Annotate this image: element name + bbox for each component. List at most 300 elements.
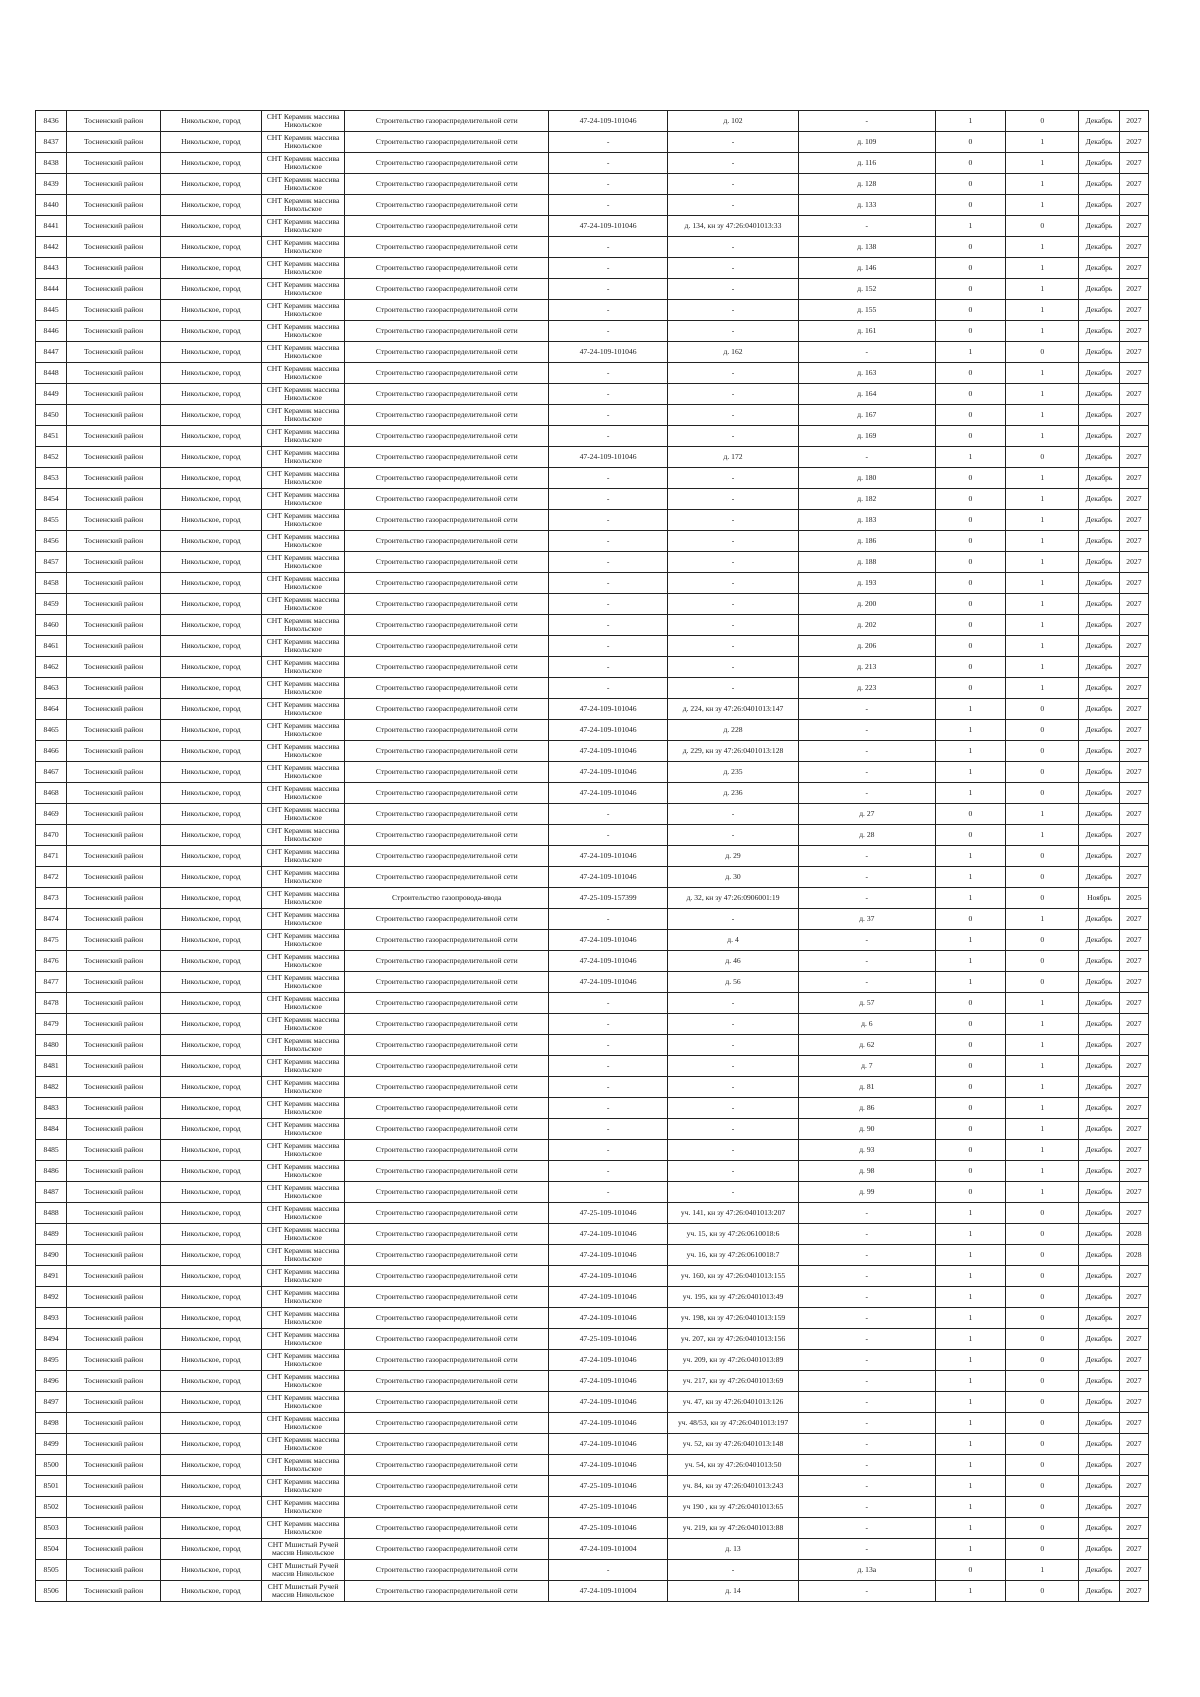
district-cell: Тосненский район [67,237,161,258]
district-cell: Тосненский район [67,1497,161,1518]
year-cell: 2027 [1119,594,1148,615]
location-cell: СНТ Керамик массива Никольское [261,594,344,615]
house-number-cell: д. 180 [799,468,935,489]
object-cell: д. 172 [667,447,798,468]
code-cell: 47-24-109-101046 [549,762,668,783]
table-row [36,1203,1149,1224]
settlement-cell: Никольское, город [160,972,261,993]
year-cell: 2027 [1119,1392,1148,1413]
month-cell: Декабрь [1079,1224,1120,1245]
house-number-cell: - [799,930,935,951]
district-cell: Тосненский район [67,1140,161,1161]
settlement-cell: Никольское, город [160,1035,261,1056]
code-cell: - [549,552,668,573]
table-row [36,951,1149,972]
location-cell: СНТ Керамик массива Никольское [261,846,344,867]
row-number-cell: 8440 [36,195,67,216]
location-cell: СНТ Керамик массива Никольское [261,1182,344,1203]
count-2-cell: 1 [1006,825,1079,846]
code-cell: 47-24-109-101046 [549,1350,668,1371]
object-cell: уч. 219, кн зу 47:26:0401013:88 [667,1518,798,1539]
month-cell: Декабрь [1079,153,1120,174]
location-cell: СНТ Керамик массива Никольское [261,1224,344,1245]
work-type-cell: Строительство газораспределительной сети [345,1014,549,1035]
work-type-cell: Строительство газораспределительной сети [345,1392,549,1413]
object-cell: уч. 141, кн зу 47:26:0401013:207 [667,1203,798,1224]
code-cell: 47-24-109-101046 [549,1224,668,1245]
table-row [36,342,1149,363]
month-cell: Декабрь [1079,951,1120,972]
settlement-cell: Никольское, город [160,468,261,489]
settlement-cell: Никольское, город [160,1371,261,1392]
object-cell: д. 134, кн зу 47:26:0401013:33 [667,216,798,237]
month-cell: Декабрь [1079,657,1120,678]
month-cell: Декабрь [1079,174,1120,195]
count-2-cell: 1 [1006,1161,1079,1182]
work-type-cell: Строительство газораспределительной сети [345,1539,549,1560]
count-1-cell: 1 [935,1308,1006,1329]
count-1-cell: 0 [935,1077,1006,1098]
work-type-cell: Строительство газораспределительной сети [345,468,549,489]
year-cell: 2027 [1119,1014,1148,1035]
location-cell: СНТ Керамик массива Никольское [261,657,344,678]
house-number-cell: - [799,1413,935,1434]
work-type-cell: Строительство газопровода-ввода [345,888,549,909]
location-cell: СНТ Керамик массива Никольское [261,1014,344,1035]
district-cell: Тосненский район [67,930,161,951]
house-number-cell: д. 128 [799,174,935,195]
house-number-cell: д. 200 [799,594,935,615]
row-number-cell: 8506 [36,1581,67,1602]
house-number-cell: д. 13а [799,1560,935,1581]
count-1-cell: 1 [935,1266,1006,1287]
district-cell: Тосненский район [67,153,161,174]
object-cell: - [667,468,798,489]
year-cell: 2027 [1119,720,1148,741]
house-number-cell: - [799,720,935,741]
year-cell: 2027 [1119,1581,1148,1602]
year-cell: 2025 [1119,888,1148,909]
month-cell: Декабрь [1079,1518,1120,1539]
code-cell: - [549,1161,668,1182]
month-cell: Декабрь [1079,195,1120,216]
code-cell: - [549,300,668,321]
year-cell: 2027 [1119,489,1148,510]
work-type-cell: Строительство газораспределительной сети [345,300,549,321]
count-1-cell: 0 [935,468,1006,489]
settlement-cell: Никольское, город [160,1182,261,1203]
row-number-cell: 8492 [36,1287,67,1308]
object-cell: - [667,405,798,426]
house-number-cell: - [799,762,935,783]
count-2-cell: 1 [1006,615,1079,636]
settlement-cell: Никольское, город [160,300,261,321]
count-1-cell: 1 [935,1371,1006,1392]
month-cell: Декабрь [1079,1014,1120,1035]
location-cell: СНТ Керамик массива Никольское [261,1056,344,1077]
year-cell: 2027 [1119,1560,1148,1581]
house-number-cell: д. 146 [799,258,935,279]
count-2-cell: 1 [1006,1056,1079,1077]
district-cell: Тосненский район [67,615,161,636]
count-1-cell: 1 [935,342,1006,363]
code-cell: 47-25-109-157399 [549,888,668,909]
code-cell: - [549,615,668,636]
year-cell: 2027 [1119,258,1148,279]
code-cell: 47-24-109-101046 [549,930,668,951]
count-2-cell: 1 [1006,1035,1079,1056]
district-cell: Тосненский район [67,762,161,783]
month-cell: Декабрь [1079,741,1120,762]
location-cell: СНТ Керамик массива Никольское [261,1203,344,1224]
code-cell: 47-24-109-101046 [549,1266,668,1287]
object-cell: - [667,153,798,174]
location-cell: СНТ Керамик массива Никольское [261,762,344,783]
work-type-cell: Строительство газораспределительной сети [345,1119,549,1140]
settlement-cell: Никольское, город [160,1266,261,1287]
count-1-cell: 0 [935,363,1006,384]
object-cell: уч. 47, кн зу 47:26:0401013:126 [667,1392,798,1413]
location-cell: СНТ Керамик массива Никольское [261,867,344,888]
row-number-cell: 8497 [36,1392,67,1413]
settlement-cell: Никольское, город [160,1287,261,1308]
count-2-cell: 0 [1006,699,1079,720]
district-cell: Тосненский район [67,1203,161,1224]
table-row [36,1329,1149,1350]
count-2-cell: 0 [1006,216,1079,237]
count-2-cell: 0 [1006,720,1079,741]
object-cell: д. 29 [667,846,798,867]
district-cell: Тосненский район [67,363,161,384]
year-cell: 2027 [1119,573,1148,594]
table-row [36,300,1149,321]
district-cell: Тосненский район [67,342,161,363]
year-cell: 2027 [1119,174,1148,195]
table-row [36,1518,1149,1539]
work-type-cell: Строительство газораспределительной сети [345,951,549,972]
count-2-cell: 0 [1006,888,1079,909]
work-type-cell: Строительство газораспределительной сети [345,762,549,783]
year-cell: 2027 [1119,615,1148,636]
row-number-cell: 8487 [36,1182,67,1203]
district-cell: Тосненский район [67,1539,161,1560]
code-cell: 47-24-109-101046 [549,1308,668,1329]
year-cell: 2027 [1119,930,1148,951]
count-2-cell: 1 [1006,1098,1079,1119]
district-cell: Тосненский район [67,846,161,867]
month-cell: Декабрь [1079,111,1120,132]
month-cell: Декабрь [1079,594,1120,615]
month-cell: Декабрь [1079,846,1120,867]
table-row [36,762,1149,783]
year-cell: 2027 [1119,1518,1148,1539]
year-cell: 2027 [1119,1413,1148,1434]
year-cell: 2027 [1119,657,1148,678]
house-number-cell: д. 186 [799,531,935,552]
district-cell: Тосненский район [67,1245,161,1266]
month-cell: Декабрь [1079,132,1120,153]
location-cell: СНТ Керамик массива Никольское [261,1413,344,1434]
row-number-cell: 8446 [36,321,67,342]
location-cell: СНТ Керамик массива Никольское [261,216,344,237]
house-number-cell: д. 62 [799,1035,935,1056]
settlement-cell: Никольское, город [160,1560,261,1581]
table-row [36,1014,1149,1035]
district-cell: Тосненский район [67,867,161,888]
code-cell: 47-25-109-101046 [549,1329,668,1350]
code-cell: - [549,909,668,930]
object-cell: - [667,636,798,657]
district-cell: Тосненский район [67,1161,161,1182]
code-cell: - [549,1098,668,1119]
table-row [36,1266,1149,1287]
table-row [36,678,1149,699]
location-cell: СНТ Мшистый Ручей массив Никольское [261,1581,344,1602]
row-number-cell: 8470 [36,825,67,846]
work-type-cell: Строительство газораспределительной сети [345,321,549,342]
district-cell: Тосненский район [67,174,161,195]
house-number-cell: - [799,342,935,363]
month-cell: Декабрь [1079,447,1120,468]
table-row [36,699,1149,720]
settlement-cell: Никольское, город [160,552,261,573]
district-cell: Тосненский район [67,279,161,300]
object-cell: уч. 195, кн зу 47:26:0401013:49 [667,1287,798,1308]
code-cell: 47-24-109-101004 [549,1581,668,1602]
work-type-cell: Строительство газораспределительной сети [345,258,549,279]
table-row [36,468,1149,489]
work-type-cell: Строительство газораспределительной сети [345,447,549,468]
year-cell: 2027 [1119,237,1148,258]
year-cell: 2027 [1119,1182,1148,1203]
settlement-cell: Никольское, город [160,699,261,720]
table-row [36,573,1149,594]
settlement-cell: Никольское, город [160,636,261,657]
count-2-cell: 0 [1006,1476,1079,1497]
count-2-cell: 0 [1006,1371,1079,1392]
count-1-cell: 0 [935,1161,1006,1182]
count-1-cell: 1 [935,111,1006,132]
district-cell: Тосненский район [67,699,161,720]
house-number-cell: - [799,1266,935,1287]
settlement-cell: Никольское, город [160,1077,261,1098]
location-cell: СНТ Керамик массива Никольское [261,636,344,657]
count-2-cell: 1 [1006,531,1079,552]
count-1-cell: 0 [935,1140,1006,1161]
work-type-cell: Строительство газораспределительной сети [345,573,549,594]
house-number-cell: д. 57 [799,993,935,1014]
object-cell: - [667,804,798,825]
table-row [36,909,1149,930]
row-number-cell: 8502 [36,1497,67,1518]
table-row [36,258,1149,279]
settlement-cell: Никольское, город [160,1476,261,1497]
table-row [36,174,1149,195]
count-2-cell: 0 [1006,1308,1079,1329]
house-number-cell: д. 161 [799,321,935,342]
settlement-cell: Никольское, город [160,930,261,951]
location-cell: СНТ Керамик массива Никольское [261,1350,344,1371]
count-1-cell: 0 [935,1119,1006,1140]
settlement-cell: Никольское, город [160,1350,261,1371]
district-cell: Тосненский район [67,111,161,132]
house-number-cell: д. 138 [799,237,935,258]
row-number-cell: 8458 [36,573,67,594]
settlement-cell: Никольское, город [160,825,261,846]
house-number-cell: д. 99 [799,1182,935,1203]
object-cell: - [667,1014,798,1035]
table-row [36,1098,1149,1119]
count-2-cell: 0 [1006,1287,1079,1308]
settlement-cell: Никольское, город [160,993,261,1014]
location-cell: СНТ Керамик массива Никольское [261,1119,344,1140]
code-cell: 47-24-109-101046 [549,783,668,804]
district-cell: Тосненский район [67,1329,161,1350]
location-cell: СНТ Керамик массива Никольское [261,531,344,552]
object-cell: - [667,426,798,447]
code-cell: - [549,573,668,594]
table-row [36,1056,1149,1077]
code-cell: 47-24-109-101046 [549,1434,668,1455]
count-1-cell: 1 [935,699,1006,720]
house-number-cell: д. 133 [799,195,935,216]
count-1-cell: 1 [935,930,1006,951]
location-cell: СНТ Керамик массива Никольское [261,1476,344,1497]
row-number-cell: 8485 [36,1140,67,1161]
location-cell: СНТ Мшистый Ручей массив Никольское [261,1539,344,1560]
house-number-cell: д. 223 [799,678,935,699]
count-2-cell: 1 [1006,1119,1079,1140]
house-number-cell: д. 28 [799,825,935,846]
code-cell: - [549,825,668,846]
house-number-cell: - [799,1287,935,1308]
count-2-cell: 1 [1006,678,1079,699]
district-cell: Тосненский район [67,972,161,993]
district-cell: Тосненский район [67,1455,161,1476]
month-cell: Декабрь [1079,1098,1120,1119]
district-cell: Тосненский район [67,300,161,321]
month-cell: Декабрь [1079,615,1120,636]
count-2-cell: 1 [1006,573,1079,594]
month-cell: Декабрь [1079,804,1120,825]
location-cell: СНТ Керамик массива Никольское [261,132,344,153]
object-cell: уч. 217, кн зу 47:26:0401013:69 [667,1371,798,1392]
location-cell: СНТ Керамик массива Никольское [261,258,344,279]
work-type-cell: Строительство газораспределительной сети [345,636,549,657]
table-row [36,279,1149,300]
district-cell: Тосненский район [67,636,161,657]
object-cell: - [667,1140,798,1161]
month-cell: Декабрь [1079,363,1120,384]
district-cell: Тосненский район [67,1560,161,1581]
district-cell: Тосненский район [67,720,161,741]
year-cell: 2027 [1119,447,1148,468]
row-number-cell: 8445 [36,300,67,321]
row-number-cell: 8456 [36,531,67,552]
settlement-cell: Никольское, город [160,1224,261,1245]
location-cell: СНТ Керамик массива Никольское [261,1035,344,1056]
table-row [36,153,1149,174]
month-cell: Декабрь [1079,636,1120,657]
work-type-cell: Строительство газораспределительной сети [345,1518,549,1539]
work-type-cell: Строительство газораспределительной сети [345,1434,549,1455]
count-1-cell: 0 [935,405,1006,426]
location-cell: СНТ Керамик массива Никольское [261,825,344,846]
table-row [36,867,1149,888]
settlement-cell: Никольское, город [160,426,261,447]
month-cell: Декабрь [1079,930,1120,951]
house-number-cell: д. 93 [799,1140,935,1161]
count-1-cell: 1 [935,867,1006,888]
settlement-cell: Никольское, город [160,762,261,783]
settlement-cell: Никольское, город [160,951,261,972]
work-type-cell: Строительство газораспределительной сети [345,132,549,153]
code-cell: 47-24-109-101046 [549,1413,668,1434]
location-cell: СНТ Керамик массива Никольское [261,405,344,426]
count-1-cell: 1 [935,1287,1006,1308]
count-2-cell: 0 [1006,846,1079,867]
month-cell: Декабрь [1079,783,1120,804]
row-number-cell: 8460 [36,615,67,636]
count-1-cell: 0 [935,909,1006,930]
object-cell: - [667,909,798,930]
count-1-cell: 1 [935,720,1006,741]
code-cell: - [549,363,668,384]
object-cell: д. 235 [667,762,798,783]
location-cell: СНТ Керамик массива Никольское [261,615,344,636]
house-number-cell: д. 167 [799,405,935,426]
row-number-cell: 8438 [36,153,67,174]
house-number-cell: д. 193 [799,573,935,594]
row-number-cell: 8500 [36,1455,67,1476]
object-cell: - [667,132,798,153]
count-1-cell: 0 [935,237,1006,258]
work-type-cell: Строительство газораспределительной сети [345,531,549,552]
settlement-cell: Никольское, город [160,678,261,699]
house-number-cell: - [799,447,935,468]
table-row [36,804,1149,825]
settlement-cell: Никольское, город [160,258,261,279]
code-cell: - [549,237,668,258]
count-1-cell: 0 [935,552,1006,573]
table-row [36,930,1149,951]
district-cell: Тосненский район [67,741,161,762]
object-cell: д. 236 [667,783,798,804]
table-row [36,216,1149,237]
table-row [36,531,1149,552]
row-number-cell: 8466 [36,741,67,762]
count-2-cell: 0 [1006,1350,1079,1371]
row-number-cell: 8450 [36,405,67,426]
settlement-cell: Никольское, город [160,783,261,804]
location-cell: СНТ Керамик массива Никольское [261,342,344,363]
year-cell: 2027 [1119,1434,1148,1455]
row-number-cell: 8473 [36,888,67,909]
count-2-cell: 1 [1006,993,1079,1014]
object-cell: - [667,174,798,195]
district-cell: Тосненский район [67,426,161,447]
table-body [36,111,1149,1602]
count-1-cell: 1 [935,1224,1006,1245]
district-cell: Тосненский район [67,888,161,909]
code-cell: 47-24-109-101046 [549,216,668,237]
month-cell: Декабрь [1079,216,1120,237]
count-2-cell: 0 [1006,1455,1079,1476]
table-row [36,1224,1149,1245]
location-cell: СНТ Керамик массива Никольское [261,195,344,216]
count-2-cell: 0 [1006,342,1079,363]
row-number-cell: 8453 [36,468,67,489]
